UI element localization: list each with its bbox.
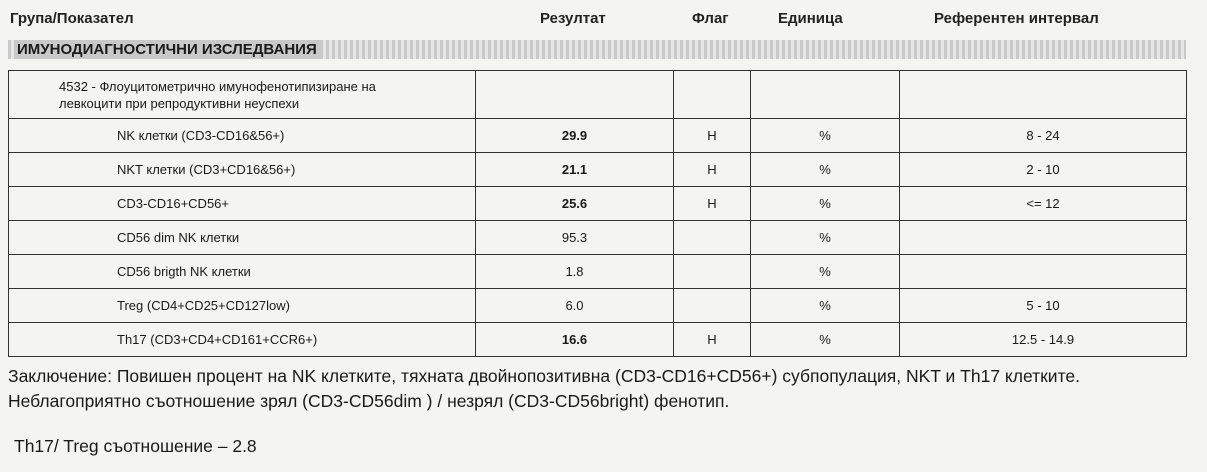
empty-cell — [900, 71, 1187, 119]
column-header-flag: Флаг — [692, 10, 729, 27]
row-unit: % — [751, 187, 900, 221]
row-result: 21.1 — [476, 153, 674, 187]
test-group-name — [9, 71, 476, 119]
row-unit: % — [751, 255, 900, 289]
column-header-group: Група/Показател — [10, 10, 134, 27]
test-group-line2: левкоцити при репродуктивни неуспехи — [59, 95, 300, 111]
row-flag — [674, 289, 751, 323]
row-reference: 8 - 24 — [900, 119, 1187, 153]
column-header-unit: Единица — [778, 10, 843, 27]
row-name: NKT клетки (CD3+CD16&56+) — [9, 153, 476, 187]
row-reference: 2 - 10 — [900, 153, 1187, 187]
row-unit: % — [751, 153, 900, 187]
empty-cell — [476, 71, 674, 119]
row-name: CD56 dim NK клетки — [9, 221, 476, 255]
row-result: 6.0 — [476, 289, 674, 323]
row-unit: % — [751, 289, 900, 323]
empty-cell — [674, 71, 751, 119]
row-flag — [674, 255, 751, 289]
row-unit: % — [751, 119, 900, 153]
row-flag — [674, 221, 751, 255]
row-name: Th17 (CD3+CD4+CD161+CCR6+) — [9, 323, 476, 357]
table-row — [9, 255, 1187, 289]
row-unit: % — [751, 323, 900, 357]
row-name: CD3-CD16+CD56+ — [9, 187, 476, 221]
conclusion-text: Заключение: Повишен процент на NK клетките, тяхната двойнопозитивна (CD3-CD16+CD56+) субпопулация, NKT и Th17 клетките. Неблагоприятно съотношение зрял (CD3-CD56dim ) / незрял (CD3-CD56bright) фенотип. — [8, 366, 1080, 411]
row-name: Treg (CD4+CD25+CD127low) — [9, 289, 476, 323]
row-flag: H — [674, 153, 751, 187]
row-result: 16.6 — [476, 323, 674, 357]
row-reference: 5 - 10 — [900, 289, 1187, 323]
column-header-reference: Референтен интервал — [934, 10, 1099, 27]
empty-cell — [751, 71, 900, 119]
row-flag: H — [674, 323, 751, 357]
row-result: 25.6 — [476, 187, 674, 221]
row-name: CD56 brigth NK клетки — [9, 255, 476, 289]
test-group-line1: 4532 - Флоуцитометрично имунофенотипизиране на — [59, 78, 376, 94]
row-result: 29.9 — [476, 119, 674, 153]
table-row — [9, 221, 1187, 255]
table-row — [9, 119, 1187, 153]
row-name: NK клетки (CD3-CD16&56+) — [9, 119, 476, 153]
table-row — [9, 323, 1187, 357]
row-flag: H — [674, 187, 751, 221]
row-flag: H — [674, 119, 751, 153]
row-reference — [900, 221, 1187, 255]
row-result: 95.3 — [476, 221, 674, 255]
results-table — [8, 70, 1187, 357]
row-reference — [900, 255, 1187, 289]
test-group-row — [9, 71, 1187, 119]
table-row — [9, 187, 1187, 221]
column-header-result: Резултат — [540, 10, 606, 27]
row-result: 1.8 — [476, 255, 674, 289]
row-unit: % — [751, 221, 900, 255]
table-row — [9, 289, 1187, 323]
table-row — [9, 153, 1187, 187]
section-title: ИМУНОДИАГНОСТИЧНИ ИЗСЛЕДВАНИЯ — [14, 40, 320, 59]
row-reference: 12.5 - 14.9 — [900, 323, 1187, 357]
row-reference: <= 12 — [900, 187, 1187, 221]
th17-treg-ratio: Th17/ Treg съотношение – 2.8 — [14, 436, 257, 456]
